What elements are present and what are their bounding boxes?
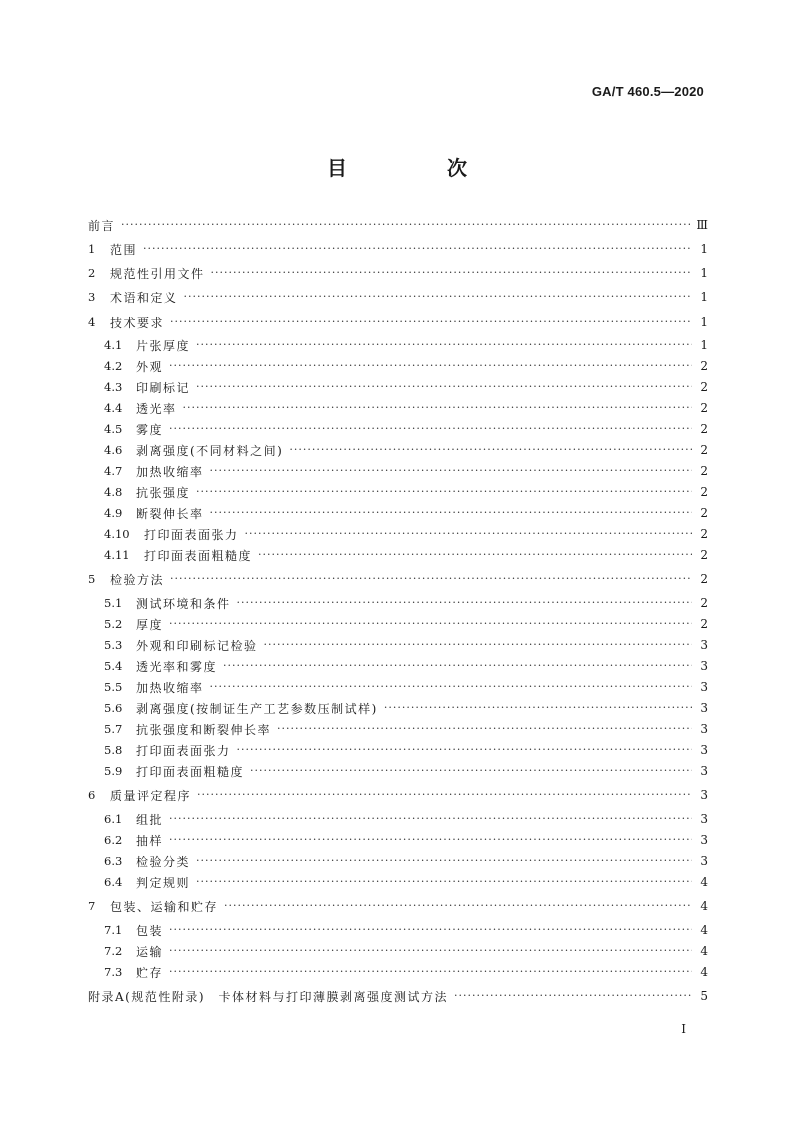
toc-entry-number: 5.8 — [104, 743, 123, 757]
toc-entry-number: 4.3 — [104, 380, 123, 394]
toc-leader-dots — [183, 401, 692, 414]
toc-entry-number: 4.1 — [104, 338, 123, 352]
toc-entry-number: 5.9 — [104, 764, 123, 778]
toc-entry[interactable] — [88, 287, 708, 307]
toc-entry[interactable] — [88, 569, 708, 589]
toc-leader-dots — [454, 989, 692, 1002]
toc-entry-page: 4 — [700, 875, 708, 889]
toc-leader-dots — [245, 527, 692, 540]
toc-leader-dots — [289, 443, 692, 456]
toc-entry-number: 1 — [88, 242, 96, 256]
toc-entry-page: 1 — [700, 338, 708, 352]
toc-entry-page: 1 — [700, 266, 708, 280]
toc-leader-dots — [169, 617, 692, 630]
toc-entry-page: 2 — [700, 617, 708, 631]
toc-leader-dots — [121, 218, 690, 231]
toc-entry-label: 雾度 — [136, 422, 164, 437]
toc-leader-dots — [169, 944, 692, 957]
toc-leader-dots — [277, 722, 692, 735]
toc-entry-label: 组批 — [136, 812, 164, 827]
toc-entry[interactable] — [88, 896, 708, 916]
toc-entry[interactable] — [88, 740, 708, 760]
toc-entry[interactable] — [88, 635, 708, 655]
toc-entry-number: 4.4 — [104, 401, 123, 415]
toc-leader-dots — [169, 965, 692, 978]
toc-entry-page: 3 — [700, 854, 708, 868]
toc-entry[interactable] — [88, 656, 708, 676]
toc-leader-dots — [143, 242, 692, 255]
toc-entry-page: 3 — [700, 743, 708, 757]
toc-entry[interactable] — [88, 785, 708, 805]
toc-entry[interactable] — [88, 312, 708, 332]
toc-leader-dots — [196, 485, 692, 498]
toc-entry-number: 5.4 — [104, 659, 123, 673]
toc-leader-dots — [237, 743, 692, 756]
toc-entry[interactable] — [88, 377, 708, 397]
toc-entry[interactable] — [88, 872, 708, 892]
toc-entry-page: 2 — [700, 401, 708, 415]
toc-entry-number: 4.9 — [104, 506, 123, 520]
toc-entry-label: 测试环境和条件 — [136, 596, 231, 611]
toc-leader-dots — [196, 338, 692, 351]
toc-entry-number: 5 — [88, 572, 96, 586]
toc-entry[interactable] — [88, 545, 708, 565]
toc-entry-number: 7 — [88, 899, 96, 913]
toc-leader-dots — [169, 812, 692, 825]
toc-entry-number: 5.2 — [104, 617, 123, 631]
toc-entry[interactable] — [88, 239, 708, 259]
toc-leader-dots — [258, 548, 692, 561]
toc-entry-label: 包装 — [136, 923, 164, 938]
page-number: I — [681, 1022, 686, 1036]
toc-entry-page: 2 — [700, 572, 708, 586]
toc-entry-label: 打印面表面粗糙度 — [144, 548, 253, 563]
toc-entry-label: 抗张强度 — [136, 485, 191, 500]
toc-entry[interactable] — [88, 920, 708, 940]
toc-entry-page: 3 — [700, 659, 708, 673]
toc-entry-label: 技术要求 — [110, 315, 165, 330]
toc-entry[interactable] — [88, 593, 708, 613]
toc-leader-dots — [237, 596, 692, 609]
toc-entry-page: 1 — [700, 242, 708, 256]
toc-entry[interactable] — [88, 215, 708, 235]
toc-entry[interactable] — [88, 398, 708, 418]
toc-entry-label: 印刷标记 — [136, 380, 191, 395]
toc-leader-dots — [196, 875, 692, 888]
toc-leader-dots — [184, 290, 692, 303]
toc-entry-number: 6 — [88, 788, 96, 802]
toc-entry[interactable] — [88, 356, 708, 376]
toc-entry[interactable] — [88, 461, 708, 481]
standard-code: GA/T 460.5—2020 — [591, 84, 704, 99]
toc-leader-dots — [169, 422, 692, 435]
toc-entry-page: 4 — [700, 899, 708, 913]
toc-entry-label: 厚度 — [136, 617, 164, 632]
toc-leader-dots — [211, 266, 692, 279]
toc-entry-page: 2 — [700, 464, 708, 478]
toc-entry-page: 2 — [700, 506, 708, 520]
toc-entry-page: 2 — [700, 548, 708, 562]
toc-entry[interactable] — [88, 482, 708, 502]
toc-entry[interactable] — [88, 614, 708, 634]
toc-entry[interactable] — [88, 719, 708, 739]
toc-leader-dots — [210, 506, 692, 519]
toc-entry-label: 检验方法 — [110, 572, 165, 587]
toc-entry[interactable] — [88, 698, 708, 718]
toc-entry-page: 2 — [700, 485, 708, 499]
toc-entry-page: 3 — [700, 680, 708, 694]
toc-entry-label: 抽样 — [136, 833, 164, 848]
toc-entry-page: 4 — [700, 944, 708, 958]
toc-entry-number: 7.2 — [104, 944, 123, 958]
toc-entry-number: 4.7 — [104, 464, 123, 478]
page-title: 目 次 — [327, 156, 507, 180]
toc-entry-page: 4 — [700, 923, 708, 937]
toc-entry-label: 打印面表面粗糙度 — [136, 764, 245, 779]
toc-entry-label: 剥离强度(不同材料之间) — [136, 443, 284, 458]
toc-entry-label: 外观 — [136, 359, 164, 374]
toc-entry[interactable] — [88, 263, 708, 283]
toc-leader-dots — [169, 923, 692, 936]
toc-entry-page: 5 — [700, 989, 708, 1003]
toc-entry-number: 4.2 — [104, 359, 123, 373]
toc-entry-number: 4.11 — [104, 548, 130, 562]
toc-entry-page: 3 — [700, 812, 708, 826]
toc-entry-label: 剥离强度(按制证生产工艺参数压制试样) — [136, 701, 378, 716]
toc-entry-number: 4.6 — [104, 443, 123, 457]
toc-entry-page: 2 — [700, 380, 708, 394]
toc-entry-label: 片张厚度 — [136, 338, 191, 353]
toc-entry[interactable] — [88, 986, 708, 1006]
toc-entry-label: 抗张强度和断裂伸长率 — [136, 722, 272, 737]
toc-entry-page: 2 — [700, 443, 708, 457]
toc-leader-dots — [210, 680, 692, 693]
toc-entry-page: 3 — [700, 638, 708, 652]
toc-entry-number: 5.1 — [104, 596, 123, 610]
toc-entry-label: 质量评定程序 — [110, 788, 192, 803]
toc-entry-label: 打印面表面张力 — [136, 743, 231, 758]
toc-entry-label: 附录A(规范性附录) 卡体材料与打印薄膜剥离强度测试方法 — [88, 989, 449, 1004]
toc-leader-dots — [264, 638, 692, 651]
toc-entry[interactable] — [88, 524, 708, 544]
toc-entry[interactable] — [88, 941, 708, 961]
toc-leader-dots — [384, 701, 692, 714]
toc-entry-number: 6.4 — [104, 875, 123, 889]
toc-leader-dots — [196, 854, 692, 867]
toc-entry-label: 透光率 — [136, 401, 177, 416]
toc-entry[interactable] — [88, 335, 708, 355]
toc-entry-number: 5.5 — [104, 680, 123, 694]
toc-entry-number: 5.3 — [104, 638, 123, 652]
toc-entry-label: 术语和定义 — [110, 290, 178, 305]
toc-leader-dots — [170, 572, 692, 585]
toc-leader-dots — [197, 788, 692, 801]
toc-entry-label: 运输 — [136, 944, 164, 959]
toc-entry-number: 4.5 — [104, 422, 123, 436]
toc-entry-page: 2 — [700, 527, 708, 541]
toc-entry[interactable] — [88, 677, 708, 697]
toc-entry-label: 前言 — [88, 218, 116, 233]
toc-entry-page: 2 — [700, 422, 708, 436]
toc-entry-page: 3 — [700, 701, 708, 715]
toc-entry-label: 贮存 — [136, 965, 164, 980]
toc-leader-dots — [169, 359, 692, 372]
toc-entry-number: 4.10 — [104, 527, 130, 541]
toc-leader-dots — [223, 659, 692, 672]
toc-leader-dots — [224, 899, 692, 912]
toc-entry-label: 加热收缩率 — [136, 464, 204, 479]
toc-entry[interactable] — [88, 851, 708, 871]
toc-leader-dots — [210, 464, 692, 477]
toc-leader-dots — [250, 764, 692, 777]
toc-entry-number: 5.6 — [104, 701, 123, 715]
toc-entry[interactable] — [88, 419, 708, 439]
toc-entry-page: 2 — [700, 359, 708, 373]
toc-entry-page: 3 — [700, 764, 708, 778]
toc-entry-number: 4 — [88, 315, 96, 329]
toc-entry[interactable] — [88, 809, 708, 829]
toc-entry[interactable] — [88, 440, 708, 460]
toc-entry[interactable] — [88, 830, 708, 850]
toc-entry-label: 包装、运输和贮存 — [110, 899, 219, 914]
toc-entry-page: 2 — [700, 596, 708, 610]
toc-entry-number: 5.7 — [104, 722, 123, 736]
toc-entry-number: 4.8 — [104, 485, 123, 499]
toc-entry-number: 6.1 — [104, 812, 123, 826]
toc-entry-label: 判定规则 — [136, 875, 191, 890]
toc-entry-label: 检验分类 — [136, 854, 191, 869]
toc-entry-label: 外观和印刷标记检验 — [136, 638, 258, 653]
toc-entry-label: 范围 — [110, 242, 138, 257]
toc-entry-label: 断裂伸长率 — [136, 506, 204, 521]
toc-entry-number: 6.3 — [104, 854, 123, 868]
toc-entry-number: 6.2 — [104, 833, 123, 847]
toc-entry[interactable] — [88, 962, 708, 982]
toc-entry-label: 规范性引用文件 — [110, 266, 205, 281]
toc-entry-page: 3 — [700, 833, 708, 847]
toc-entry-number: 7.3 — [104, 965, 123, 979]
toc-entry[interactable] — [88, 761, 708, 781]
toc-entry-number: 7.1 — [104, 923, 123, 937]
toc-entry-page: Ⅲ — [696, 218, 708, 232]
toc-entry-label: 加热收缩率 — [136, 680, 204, 695]
toc-entry-page: 4 — [700, 965, 708, 979]
toc-entry-label: 打印面表面张力 — [144, 527, 239, 542]
toc-entry-page: 3 — [700, 788, 708, 802]
toc-leader-dots — [169, 833, 692, 846]
toc-leader-dots — [170, 315, 692, 328]
toc-leader-dots — [196, 380, 692, 393]
toc-entry[interactable] — [88, 503, 708, 523]
toc-entry-page: 1 — [700, 315, 708, 329]
toc-entry-label: 透光率和雾度 — [136, 659, 218, 674]
toc-entry-page: 3 — [700, 722, 708, 736]
toc-entry-page: 1 — [700, 290, 708, 304]
toc-entry-number: 3 — [88, 290, 96, 304]
toc-entry-number: 2 — [88, 266, 96, 280]
